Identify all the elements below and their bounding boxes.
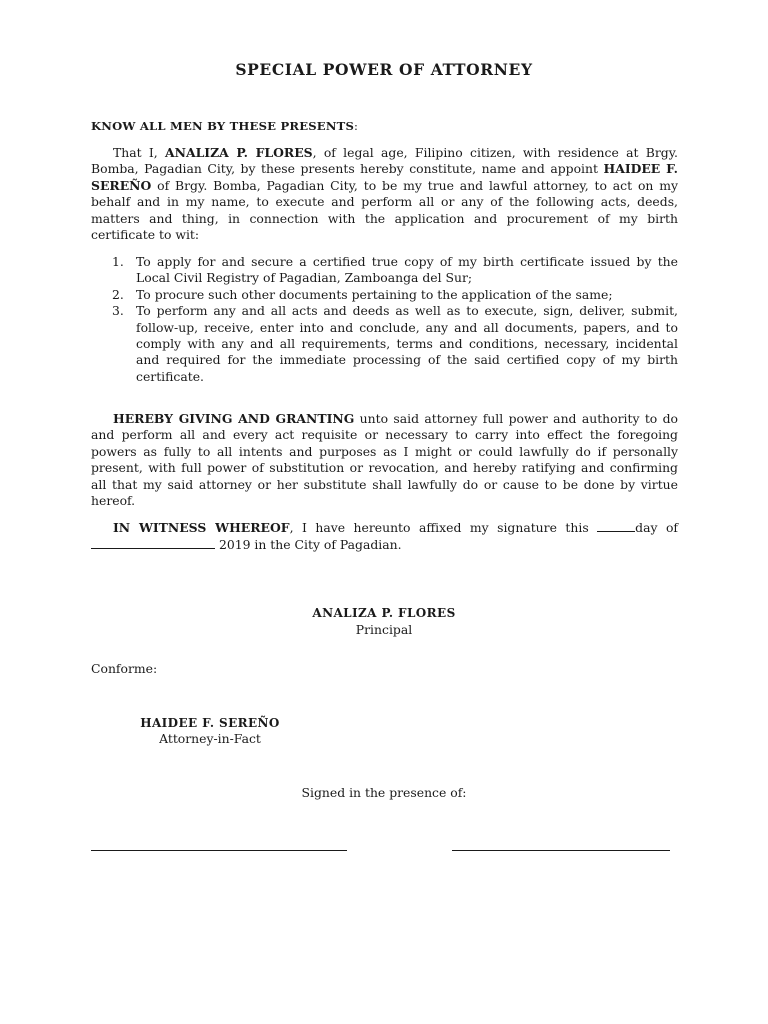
document-title: SPECIAL POWER OF ATTORNEY [235,60,533,79]
paragraph-granting [91,411,678,509]
list-item [91,287,678,303]
p3-text-3: 2019 in the City of Pagadian. [215,537,402,553]
p1-text-1: That I, [113,145,166,160]
opening-line [91,118,678,134]
list-item-number: 1. [112,254,124,269]
p1-text-3: of Brgy. Bomba, Pagadian City, to be my true and lawful attorney, to act on my behalf and in my name, to execute and perform all or any of the following acts, deeds, matters and thing, in connection with the application and procurement of my birth certificate to wit: [91,177,678,243]
list-item-text: To procure such other documents pertaining to the application of the same; [136,286,613,302]
principal-role-label: Principal [355,622,413,637]
principal-name-inline: ANALIZA P. FLORES [165,145,313,160]
p3-text-1: , I have hereunto affixed my signature this [289,520,598,535]
powers-list [91,254,678,385]
attorney-role-label: Attorney-in-Fact [159,731,261,746]
witness-signature-line-1 [91,850,347,851]
list-item [91,254,678,287]
list-item-number: 3. [112,303,124,319]
p3-text-2: day of [635,520,678,535]
witness-bold: IN WITNESS WHEREOF [113,520,290,535]
witness-signature-line-2 [452,850,670,851]
attorney-signature-name: HAIDEE F. SEREÑO [140,716,280,730]
attorney-signature-block [137,716,297,746]
signed-presence-label: Signed in the presence of: [301,785,467,800]
p1-text-2: , of legal age, Filipino citizen, with residence at Brgy. Bomba, Pagadian City, by these presents hereby constitute, name and appoint [91,145,678,177]
principal-signature-name: ANALIZA P. FLORES [312,606,456,620]
list-item-text: To perform any and all acts and deeds as well as to execute, sign, deliver, submit, follow-up, receive, enter into and conclude, any and all documents, papers, and to comply with any and all requirements, terms and conditions, necessary, incidental and required for the immediate processing of the said certified copy of my birth certificate. [136,303,678,384]
list-item [91,303,678,385]
paragraph-witness [91,519,678,554]
list-item-number: 2. [112,286,124,302]
month-blank [91,536,215,549]
list-item-text: To apply for and secure a certified true copy of my birth certificate issued by the Local Civil Registry of Pagadian, Zamboanga del Sur; [136,254,678,286]
opening-bold: KNOW ALL MEN BY THESE PRESENTS [91,119,355,133]
opening-punct: : [354,119,359,133]
p2-text: unto said attorney full power and authority to do and perform all and every act requisite or necessary to carry into effect the foregoing powers as fully to all intents and purposes as I might or could lawfully do if personally present, with full power of substitution or revocation, and hereby ratifying and confirming all that my said attorney or her substitute shall lawfully do or cause to be done by virtue hereof. [91,411,678,509]
conforme-label: Conforme: [91,661,158,676]
day-blank [597,519,635,532]
attorney-name-inline: HAIDEE F. SEREÑO [91,161,678,193]
granting-bold: HEREBY GIVING AND GRANTING [113,411,355,426]
paragraph-appointment [91,145,678,243]
